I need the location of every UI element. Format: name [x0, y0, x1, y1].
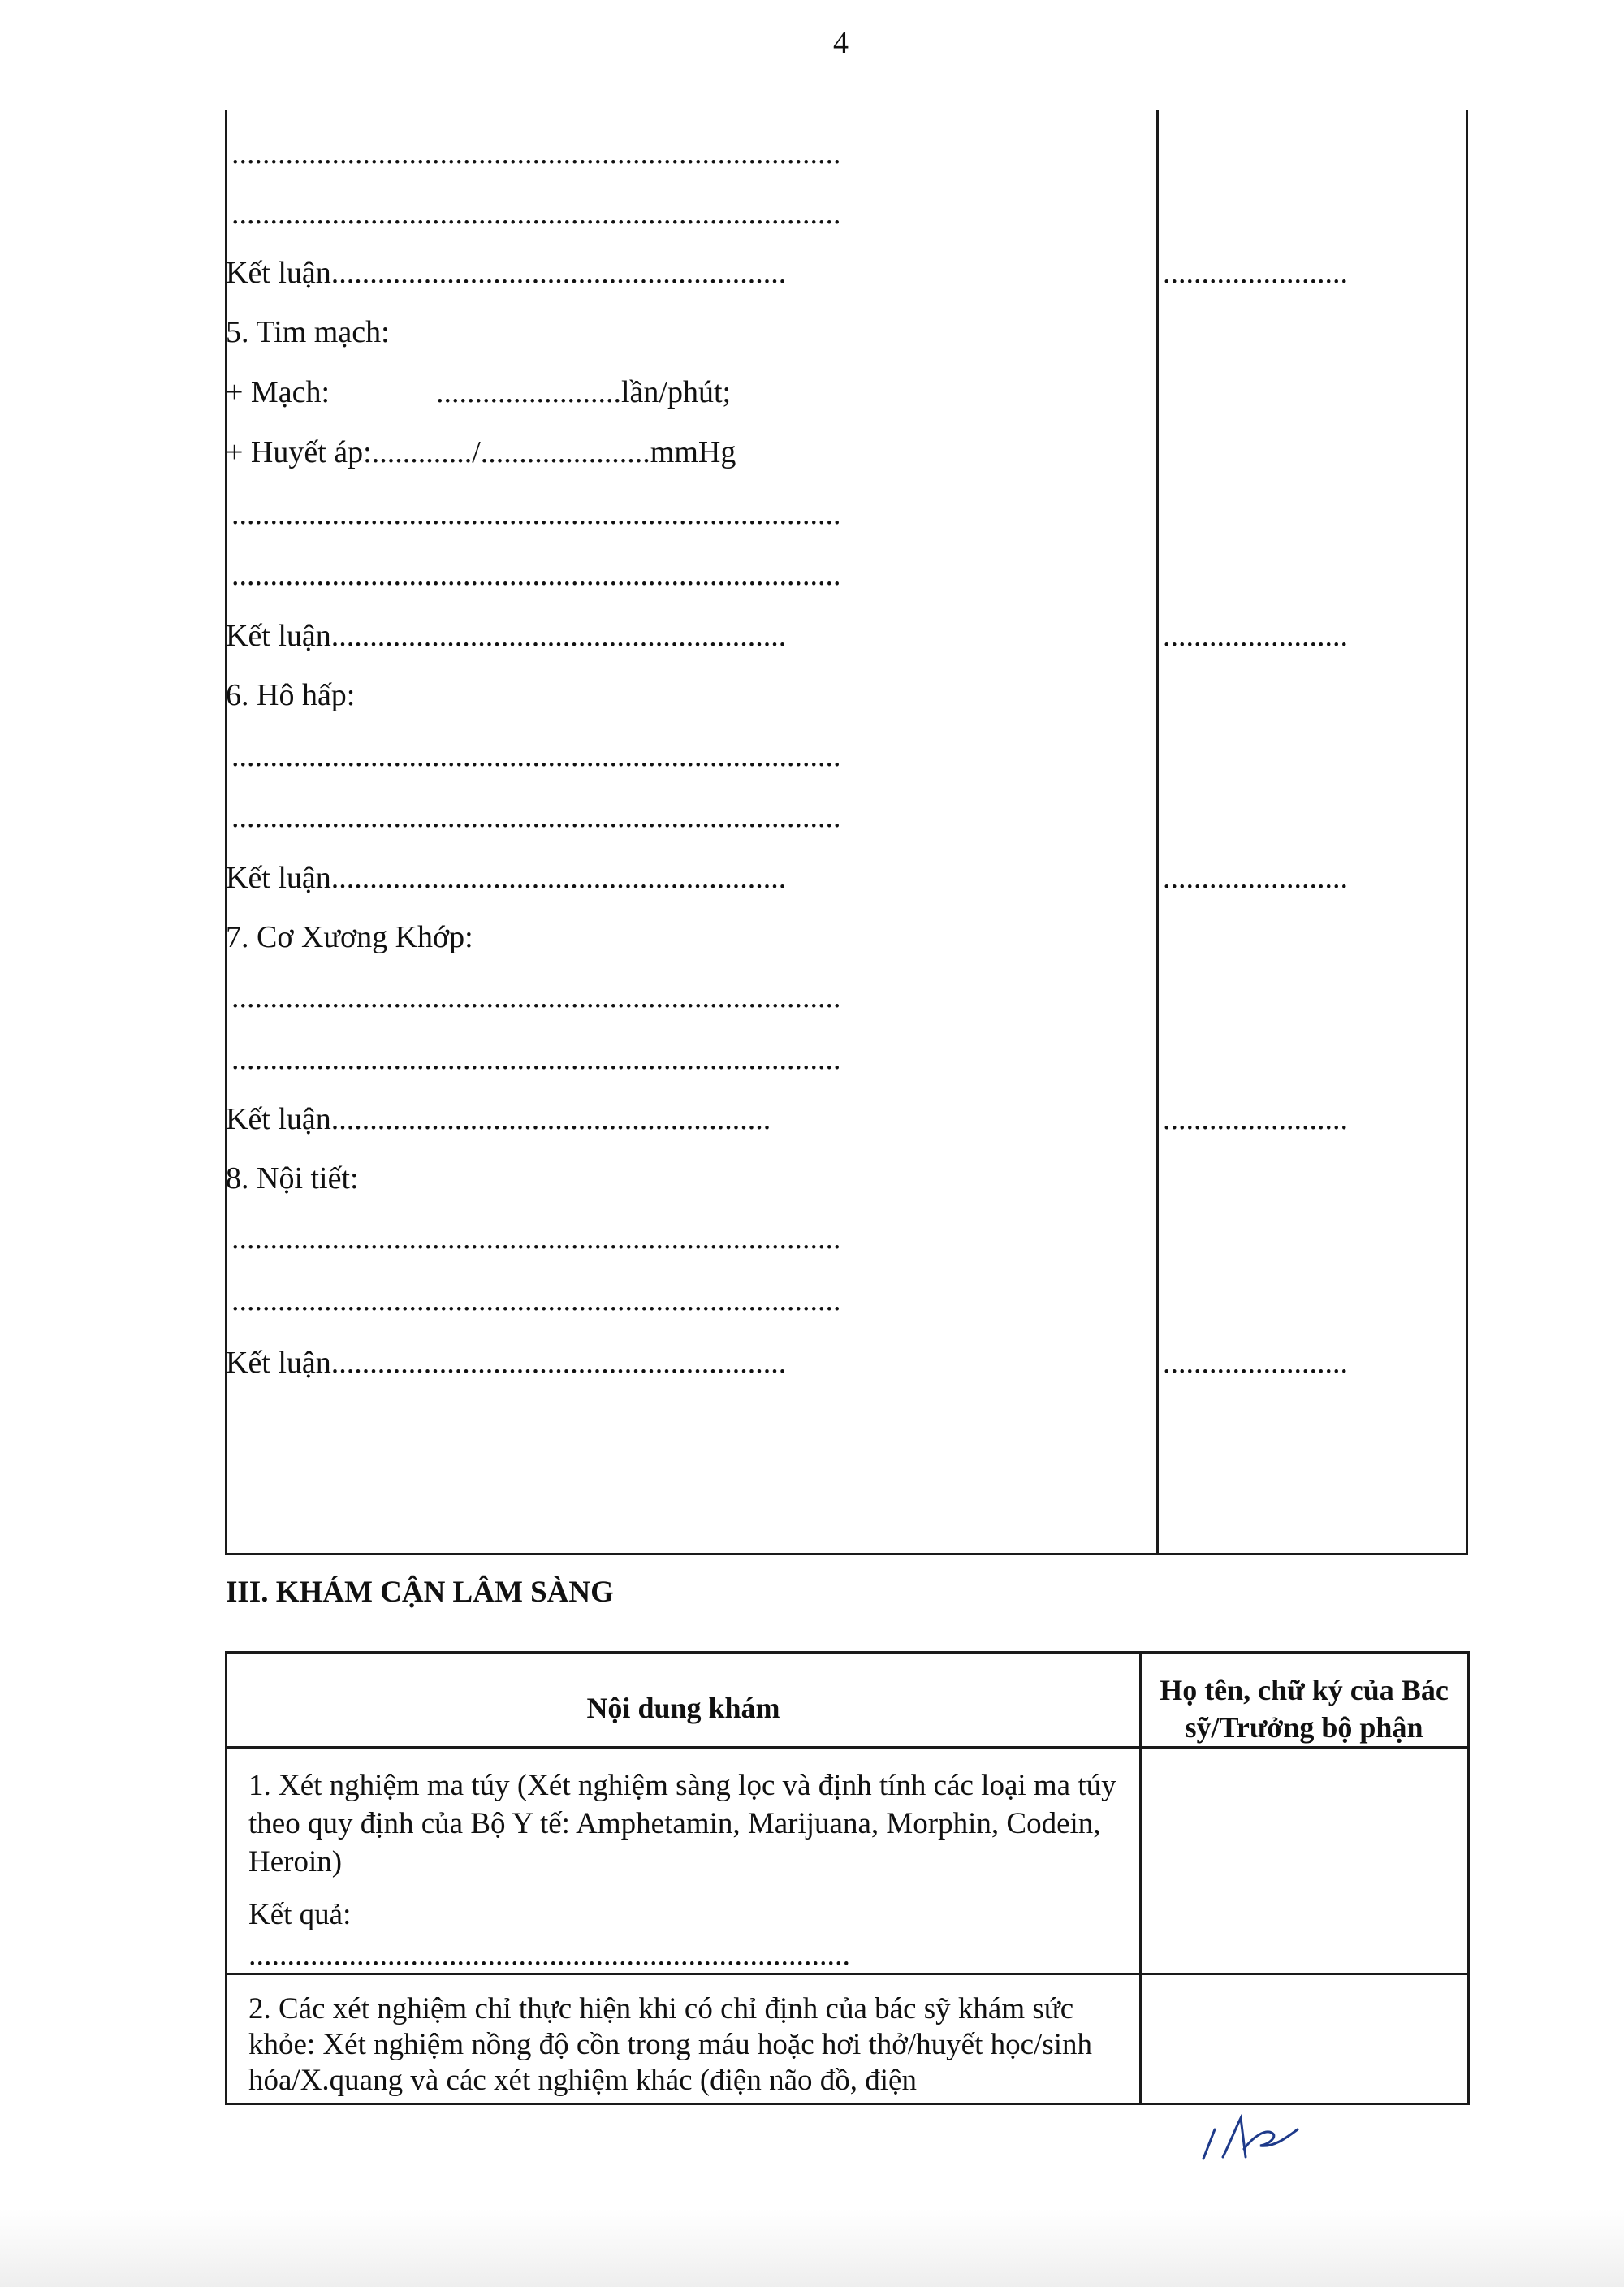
- header-bottom-border: [225, 1746, 1470, 1749]
- item5-heading: 5. Tim mạch:: [226, 315, 390, 349]
- table-middle-border: [1156, 110, 1159, 1555]
- table-right-border: [1466, 110, 1468, 1555]
- pulse-label: + Mạch:: [226, 375, 330, 409]
- scan-shadow: [0, 2209, 1624, 2287]
- conclusion-line[interactable]: Kết luận...........................................................: [226, 861, 787, 895]
- blank-line[interactable]: ...............................................................................: [231, 739, 841, 773]
- blank-line[interactable]: ...............................................................................: [231, 1042, 841, 1076]
- item6-heading: 6. Hô hấp:: [226, 678, 356, 712]
- blank-line[interactable]: ...............................................................................: [231, 1283, 841, 1317]
- column-header-content: Nội dung khám: [586, 1692, 780, 1724]
- blank-line[interactable]: ...............................................................................: [231, 558, 841, 592]
- drug-test-description: 1. Xét nghiệm ma túy (Xét nghiệm sàng lọc và định tính các loại ma túy theo quy định của Bộ Y tế: Amphetamin, Marijuana, Morphin, Codein, Heroin): [248, 1769, 1116, 1878]
- conclusion-line[interactable]: Kết luận...........................................................: [226, 1346, 787, 1380]
- item7-heading: 7. Cơ Xương Khớp:: [226, 920, 473, 954]
- table-right-border: [1467, 1651, 1470, 2105]
- blank-line[interactable]: ...............................................................................: [231, 800, 841, 834]
- blood-pressure-field[interactable]: + Huyết áp:............./......................mmHg: [226, 435, 736, 469]
- blank-line[interactable]: ...............................................................................: [231, 497, 841, 531]
- conclusion-line[interactable]: Kết luận...........................................................: [226, 256, 787, 290]
- item8-heading: 8. Nội tiết:: [226, 1161, 359, 1195]
- doctor-signature-blank[interactable]: ........................: [1163, 861, 1348, 895]
- blank-line[interactable]: ...............................................................................: [231, 197, 841, 231]
- conclusion-line[interactable]: Kết luận.........................................................: [226, 1102, 771, 1136]
- column-header-doctor: Họ tên, chữ ký của Bác sỹ/Trưởng bộ phận: [1160, 1674, 1449, 1744]
- page-number: 4: [833, 26, 849, 60]
- conclusion-line[interactable]: Kết luận...........................................................: [226, 619, 787, 653]
- table-top-border: [225, 1651, 1470, 1654]
- drug-test-result-label: Kết quả:: [248, 1898, 352, 1931]
- table-bottom-border: [225, 2103, 1470, 2105]
- doctor-signature-blank[interactable]: ........................: [1163, 256, 1348, 290]
- blank-line[interactable]: ...............................................................................: [231, 980, 841, 1014]
- blank-line[interactable]: ...............................................................................: [231, 136, 841, 171]
- drug-test-result-field[interactable]: ..............................................................................: [248, 1938, 850, 1972]
- pulse-value-field[interactable]: ........................lần/phút;: [436, 375, 732, 409]
- table-bottom-border: [225, 1553, 1468, 1555]
- blank-line[interactable]: ...............................................................................: [231, 1221, 841, 1256]
- other-tests-description: 2. Các xét nghiệm chỉ thực hiện khi có chỉ định của bác sỹ khám sức khỏe: Xét nghiệm nồng độ cồn trong máu hoặc hơi thở/huyết học/sinh hóa/X.quang và các xét nghiệm khác (điện não đồ, điện: [248, 1992, 1092, 2097]
- doctor-signature-blank[interactable]: ........................: [1163, 1102, 1348, 1136]
- doctor-signature-blank[interactable]: ........................: [1163, 619, 1348, 653]
- doctor-signature-blank[interactable]: ........................: [1163, 1346, 1348, 1380]
- section-3-title: III. KHÁM CẬN LÂM SÀNG: [226, 1576, 614, 1609]
- handwritten-initials: [1194, 2112, 1307, 2168]
